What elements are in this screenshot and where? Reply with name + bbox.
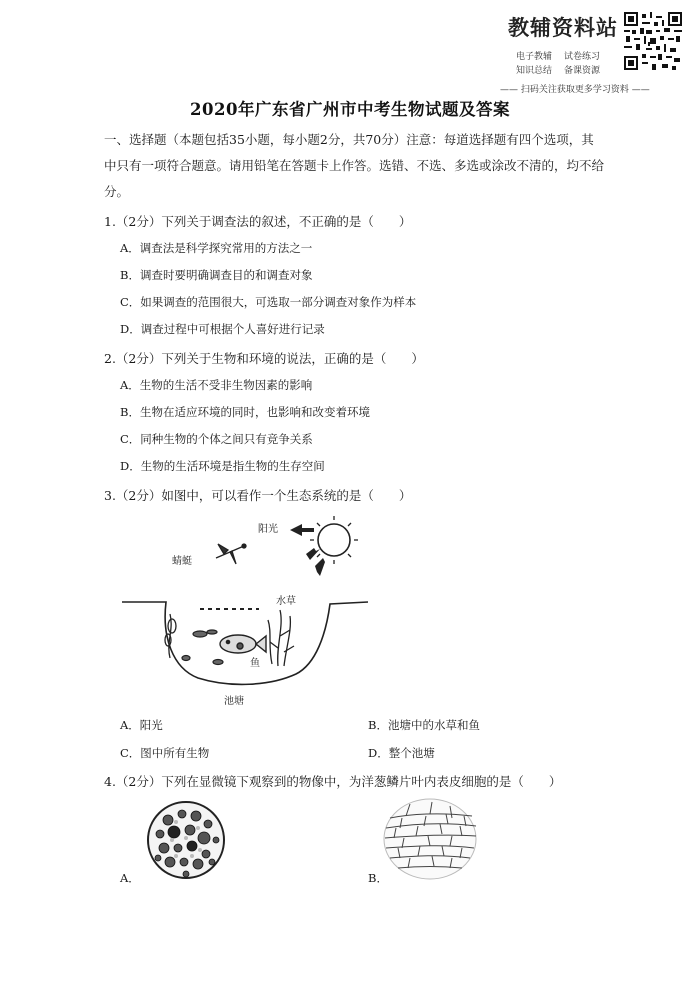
brand-link[interactable]: 电子教辅 xyxy=(516,52,553,62)
question-option: C．如果调查的范围很大，可选取一部分调查对象作为样本 xyxy=(120,295,417,309)
dragonfly-icon xyxy=(216,544,246,564)
brand-slogan: —— 扫码关注获取更多学习资料 —— xyxy=(500,85,650,95)
brand-header xyxy=(498,8,688,96)
question-option: B．池塘中的水草和鱼 xyxy=(368,718,480,732)
pond-label: 池塘 xyxy=(224,696,244,706)
page-title: 2020年广东省广州市中考生物试题及答案 xyxy=(190,100,510,119)
fish-label: 鱼 xyxy=(250,658,260,669)
question-option: B． xyxy=(368,871,388,885)
question-option: A． xyxy=(120,871,140,885)
section-intro-line: 中只有一项符合题意。请用铅笔在答题卡上作答。选错、不选、多选或涂改不清的，均不给 xyxy=(104,158,605,173)
section-intro-line: 一、选择题（本题包括35小题，每小题2分，共70分）注意：每道选择题有四个选项，其 xyxy=(104,132,594,147)
brand-link[interactable]: 试卷练习 xyxy=(564,52,601,62)
qr-code-icon xyxy=(624,12,682,70)
question-stem: 4.（2分）下列在显微镜下观察到的物像中，为洋葱鳞片叶内表皮细胞的是（ ） xyxy=(104,774,562,789)
question-option: C．图中所有生物 xyxy=(120,746,210,760)
question-option: D．调查过程中可根据个人喜好进行记录 xyxy=(120,322,325,336)
question-option: C．同种生物的个体之间只有竞争关系 xyxy=(120,432,313,446)
cell-image-a xyxy=(146,800,226,880)
question-option: D．生物的生活环境是指生物的生存空间 xyxy=(120,459,325,473)
question-option: A．调查法是科学探究常用的方法之一 xyxy=(120,241,313,255)
brand-link[interactable]: 备课资源 xyxy=(564,66,601,76)
dragonfly-label: 蜻蜓 xyxy=(172,556,192,567)
question-stem: 2.（2分）下列关于生物和环境的说法，正确的是（ ） xyxy=(104,351,424,366)
question-option: D．整个池塘 xyxy=(368,746,435,760)
pond-ecosystem-figure xyxy=(120,506,380,706)
question-stem: 1.（2分）下列关于调查法的叙述，不正确的是（ ） xyxy=(104,214,412,229)
sun-label: 阳光 xyxy=(258,524,278,535)
fish-icon xyxy=(220,635,266,653)
question-stem: 3.（2分）如图中，可以看作一个生态系统的是（ ） xyxy=(104,488,412,503)
water-surface xyxy=(200,608,259,610)
onion-cell-micrograph xyxy=(380,796,480,882)
section-intro-line: 分。 xyxy=(104,184,130,199)
brand-name: 教辅资料站 xyxy=(508,16,618,40)
brand-links xyxy=(516,50,616,78)
question-option: A．阳光 xyxy=(120,718,163,732)
water-weed-icon xyxy=(268,610,294,666)
cheek-cell-micrograph xyxy=(146,800,226,880)
cell-image-b xyxy=(380,796,480,882)
fish-icon xyxy=(182,630,223,665)
question-option: A．生物的生活不受非生物因素的影响 xyxy=(120,378,313,392)
water-weed-label: 水草 xyxy=(276,596,296,607)
pond-illustration xyxy=(120,506,380,706)
question-option: B．调查时要明确调查目的和调查对象 xyxy=(120,268,313,282)
sun-icon xyxy=(310,516,358,564)
question-option: B．生物在适应环境的同时，也影响和改变着环境 xyxy=(120,405,370,419)
brand-link[interactable]: 知识总结 xyxy=(516,66,553,76)
